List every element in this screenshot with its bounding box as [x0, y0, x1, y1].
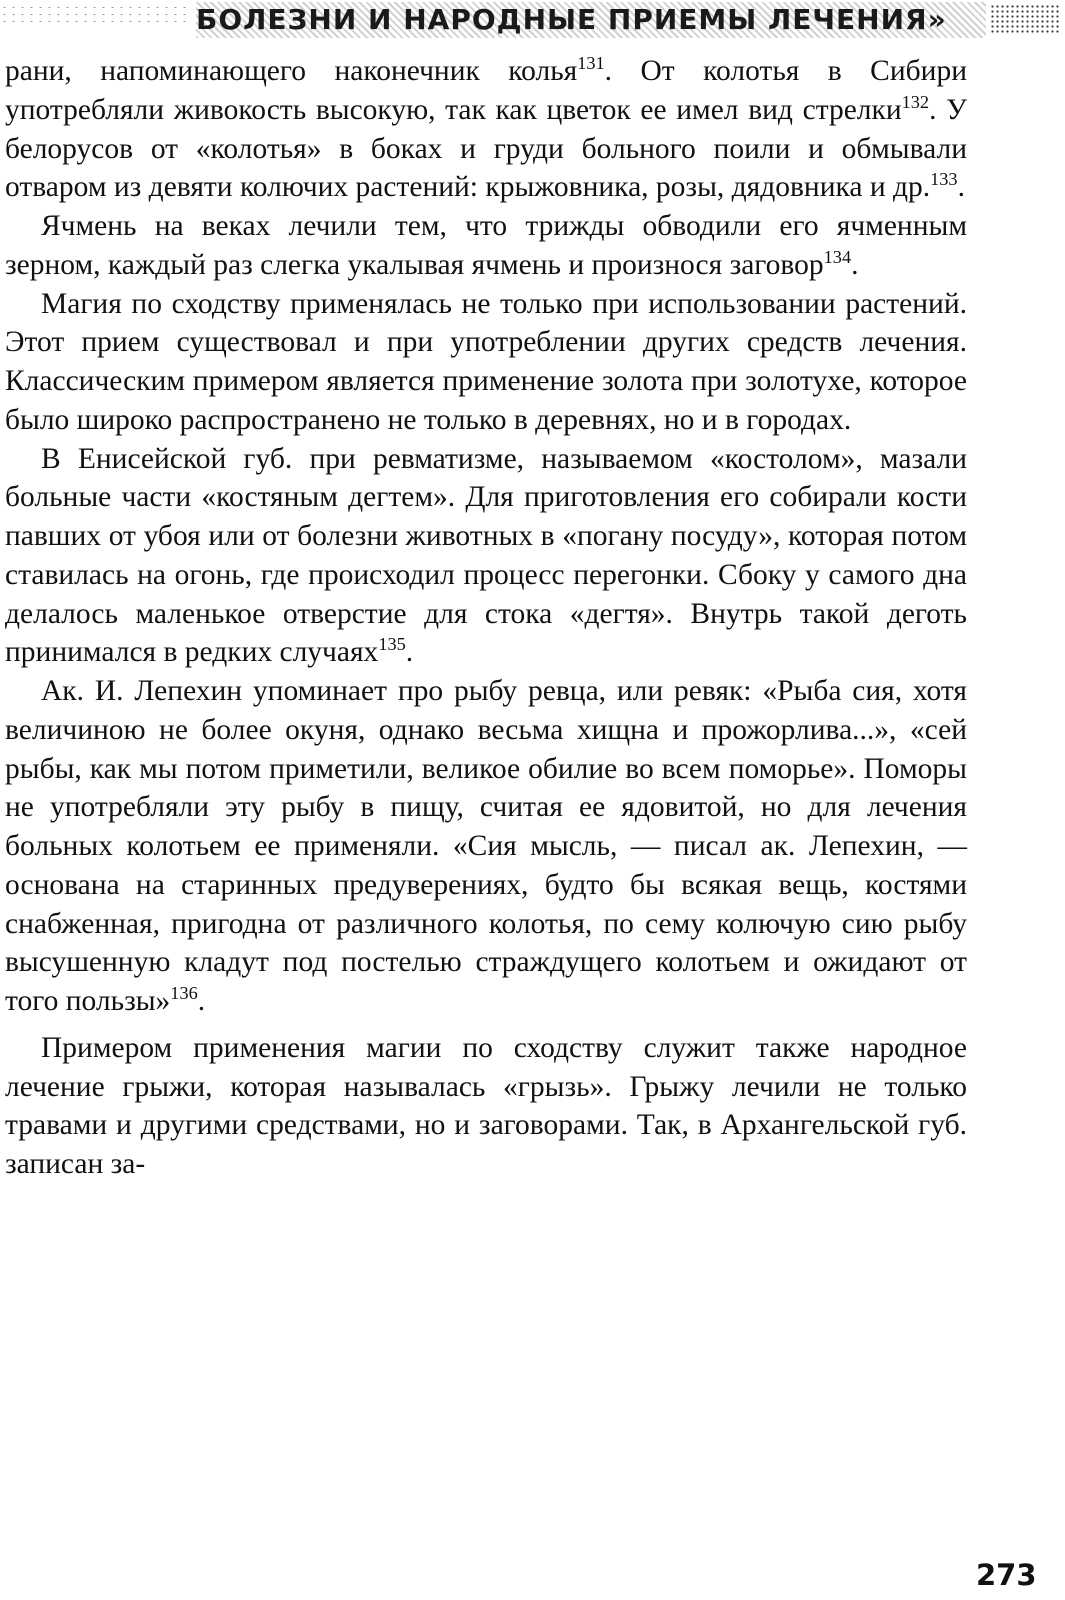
paragraph [5, 1029, 967, 1184]
running-head [0, 0, 1065, 44]
paragraph-text: . [405, 636, 414, 669]
paragraph-text: . [957, 171, 965, 204]
page-body [5, 52, 967, 1184]
paragraph [5, 285, 967, 440]
footnote-ref: 135 [378, 634, 406, 655]
paragraph-text: В Енисейской губ. при ревматизме, называемом «костолом», мазали больные части «костяным дегтем». Для приготовления его собирали кости павших от убоя или от болезни животных в «погану посуду», которая потом ставилась на огонь, где происходил процесс перегонки. Сбоку у самого дна делалось маленькое отверстие для стока «дегтя». Внутрь такой деготь принимался в редких случаях [5, 442, 967, 669]
paragraph [5, 207, 967, 285]
paragraph [5, 52, 967, 207]
paragraph-text: . У белорусов от «колотья» в боках и груди больного поили и обмывали отваром из девяти колючих растений: крыжовника, розы, дядовника и др. [5, 93, 967, 204]
paragraph-text: Ячмень на веках лечили тем, что трижды обводили его ячменным зерном, каждый раз слегка укалывая ячмень и произнося заговор [5, 210, 967, 281]
paragraph-text: . От колотья в Сибири употребляли живокость высокую, так как цветок ее имел вид стрелки [5, 55, 967, 126]
running-head-title: БОЛЕЗНИ И НАРОДНЫЕ ПРИЕМЫ ЛЕЧЕНИЯ» [196, 2, 986, 38]
footnote-ref: 133 [930, 169, 958, 190]
header-ornament [0, 4, 190, 26]
paragraph-text: Примером применения магии по сходству служит также народное лечение грыжи, которая называлась «грызь». Грыжу лечили не только травами и другими средствами, но и заговорами. Так, в Архангельской губ. записан за- [5, 1031, 967, 1180]
footnote-ref: 134 [823, 246, 852, 267]
header-ornament-end [990, 4, 1060, 34]
paragraph-text: . [197, 985, 206, 1017]
footnote-ref: 132 [901, 91, 930, 112]
footnote-ref: 131 [577, 53, 605, 74]
paragraph-text: . [851, 248, 859, 281]
paragraph [5, 672, 967, 1021]
paragraph-text: Магия по сходству применялась не только при использовании растений. Этот прием существовал и при употреблении других средств лечения. Классическим примером является применение золота при золотухе, которое было широко распространено не только в деревнях, но и в городах. [5, 287, 967, 436]
paragraph-text: Ак. И. Лепехин упоминает про рыбу ревца, или ревяк: «Рыба сия, хотя величиною не более окуня, однако весьма хищна и прожорлива...», «сей рыбы, как мы потом приметили, великое обилие во всем поморье». Поморы не употребляли эту рыбу в пищу, считая ее ядовитой, но для лечения больных колотьем ее применяли. «Сия мысль, — писал ак. Лепехин, — основана на старинных предуверениях, будто бы всякая вещь, костями снабженная, пригодна от различного колотья, по сему колючую сию рыбу высушенную кладут под постелью страждущего колотьем и ожидают от того пользы» [5, 675, 967, 1017]
paragraph-text: рани, напоминающего наконечник колья [5, 55, 578, 87]
footnote-ref: 136 [170, 983, 198, 1004]
page-number: 273 [976, 1558, 1037, 1592]
paragraph [5, 440, 967, 673]
